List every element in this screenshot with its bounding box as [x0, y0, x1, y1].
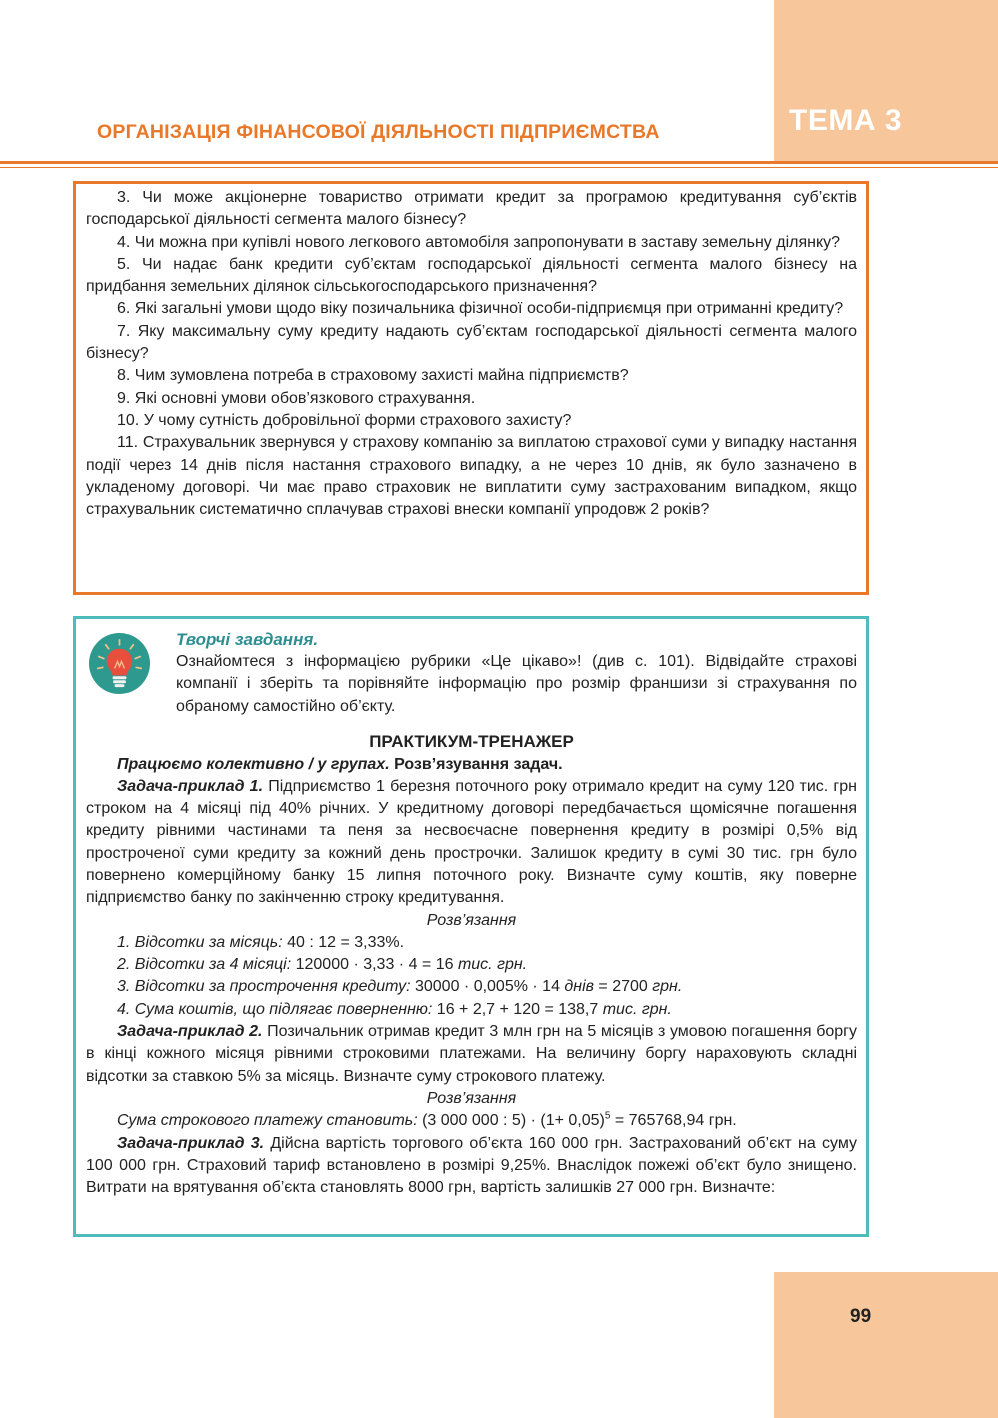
creative-tasks	[86, 619, 857, 1197]
practicum-heading: ПРАКТИКУМ-ТРЕНАЖЕР	[369, 732, 574, 751]
question-item: 8. Чим зумовлена потреба в страховому захисті майна підприємств?	[117, 367, 629, 385]
solution-label: Розв’язання	[426, 1089, 517, 1107]
practicum-intro: Працюємо колективно / у групах. Розв’язування задач.	[117, 755, 563, 773]
theme-label: ТЕМА 3	[789, 104, 903, 137]
creative-text: Ознайомтеся з інформацією рубрики «Це цікаво»! (див с. 101). Відвідайте страхові компанії і зберіть та порівняйте інформацію про розмір франшизи зі страхування по обраному самостійно об’єкту.	[176, 653, 857, 715]
question-item: 3. Чи може акціонерне товариство отримати кредит за програмою кредитування суб’єктів господарської діяльності сегмента малого бізнесу?	[86, 189, 857, 229]
lightbulb-icon	[88, 632, 151, 695]
header-rule	[0, 161, 998, 164]
tasks-box	[73, 616, 869, 1237]
page-number-tab	[774, 1272, 998, 1418]
solution-step: 2. Відсотки за 4 місяці: 120000 · 3,33 · 4 = 16 тис. грн.	[117, 956, 528, 974]
solution-label: Розв’язання	[426, 911, 517, 929]
creative-title: Творчі завдання.	[176, 630, 319, 649]
task-1: Задача-приклад 1. Підприємство 1 березня поточного року отримало кредит на суму 120 тис. грн строком на 4 місяці під 40% річних. У кредитному договорі передбачається щомісячне погашення кредиту рівними частинами та пеня за несвоєчасне повернення кредиту в розмірі 0,5% від простроченої суми кредиту за кожний день прострочки. Залишок кредиту в сумі 30 тис. грн було повернено комерційному банку 15 липня поточного року. Визначте суму коштів, яку поверне підприємство банку по закінченню строку кредитування.	[86, 777, 857, 907]
task-2: Задача-приклад 2. Позичальник отримав кредит 3 млн грн на 5 місяців з умовою погашення боргу в кінці кожного місяця рівними строковими платежами. На величину боргу нараховують складні відсотки за ставкою 5% за місяць. Визначте суму строкового платежу.	[86, 1023, 857, 1085]
solution-step: 1. Відсотки за місяць: 40 : 12 = 3,33%.	[117, 933, 405, 951]
question-item: 7. Яку максимальну суму кредиту надають суб’єктам господарської діяльності сегмента малого бізнесу?	[86, 322, 857, 363]
task-3: Задача-приклад 3. Дійсна вартість торгового об’єкта 160 000 грн. Застрахований об’єкт на суму 100 000 грн. Страховий тариф встановлено в розмірі 9,25%. Внаслідок пожежі об’єкт було знищено. Витрати на врятування об’єкта становлять 8000 грн, вартість залишків 27 000 грн. Визначте:	[86, 1134, 857, 1197]
question-item: 4. Чи можна при купівлі нового легкового автомобіля запропонувати в заставу земельну ділянку?	[117, 233, 841, 251]
question-item: 6. Які загальні умови щодо віку позичальника фізичної особи-підприємця при отриманні кредиту?	[117, 300, 844, 318]
header-rule-thin	[0, 167, 998, 168]
question-item: 5. Чи надає банк кредити суб’єктам господарської діяльності сегмента малого бізнесу на придбання земельних ділянок сільськогосподарського призначення?	[86, 255, 857, 296]
question-item: 11. Страхувальник звернувся у страхову компанію за виплатою страхової суми у випадку настання події через 14 днів після настання страхового випадку, а не через 10 днів, як було зазначено в укладеному договорі. Чи має право страховик не виплатити суму застрахованим випадком, якщо страхувальник систематично сплачував страхові внески компанії упродовж 2 років?	[86, 434, 857, 519]
solution-step: 3. Відсотки за прострочення кредиту: 30000 · 0,005% · 14 днів = 2700 грн.	[117, 978, 683, 996]
questions-box	[73, 181, 869, 595]
solution-step: 4. Сума коштів, що підлягає поверненню: 16 + 2,7 + 120 = 138,7 тис. грн.	[117, 1000, 672, 1018]
question-item: 9. Які основні умови обов’язкового страхування.	[117, 389, 476, 407]
page-header-title: ОРГАНІЗАЦІЯ ФІНАНСОВОЇ ДІЯЛЬНОСТІ ПІДПРИЄМСТВА	[97, 121, 660, 143]
theme-tab	[774, 0, 998, 162]
question-item: 10. У чому сутність добровільної форми страхового захисту?	[117, 411, 572, 429]
page-number: 99	[850, 1306, 872, 1327]
solution-formula: Сума строкового платежу становить: (3 000 000 : $5) \cdot (1+ 0,05)^5 = 765768,94$ грн.	[117, 1110, 737, 1130]
